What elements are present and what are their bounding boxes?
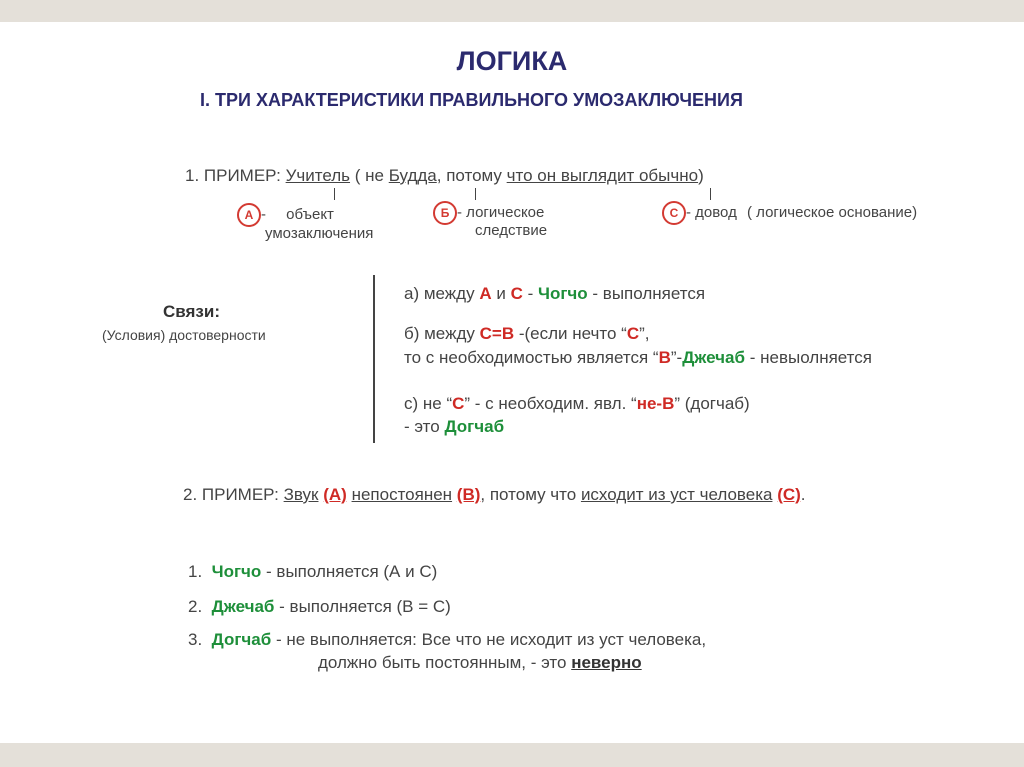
list-item-number: 2. bbox=[188, 597, 203, 616]
label-a-line2: умозаключения bbox=[265, 225, 374, 242]
label-c-badge: С bbox=[662, 201, 686, 225]
condition-a-term: Чогчо bbox=[538, 284, 588, 303]
example-2-c: (С) bbox=[777, 485, 801, 504]
condition-c-term: Догчаб bbox=[444, 417, 505, 436]
list-item bbox=[188, 630, 706, 650]
bottom-frame bbox=[0, 743, 1024, 767]
list-item-term: Догчаб bbox=[211, 630, 272, 649]
list-item-line2: должно быть постоянным, - это bbox=[318, 653, 567, 672]
label-c bbox=[662, 201, 917, 225]
example-2-subject: Звук bbox=[283, 485, 319, 504]
list-item-term: Чогчо bbox=[211, 562, 262, 581]
connector-a bbox=[334, 188, 335, 200]
condition-b-text2: ”, bbox=[639, 324, 650, 343]
condition-b-letter-c: С bbox=[626, 324, 640, 343]
example-1-predicate: Будда bbox=[388, 166, 437, 185]
condition-c-letter-c: С bbox=[452, 394, 465, 413]
example-1-prefix: 1. ПРИМЕР: bbox=[185, 166, 281, 185]
label-b-dash: - bbox=[457, 203, 462, 221]
label-c-note: ( логическое основание) bbox=[747, 203, 918, 221]
example-1-because: , потому bbox=[436, 166, 502, 185]
list-item-continuation bbox=[318, 653, 642, 673]
condition-c-text1: с) не “ bbox=[404, 394, 453, 413]
example-1-not: ( не bbox=[354, 166, 384, 185]
condition-a bbox=[404, 284, 705, 304]
example-1-close: ) bbox=[698, 166, 704, 185]
vertical-divider bbox=[373, 275, 375, 443]
condition-c-text2: ” - с необходим. явл. “ bbox=[464, 394, 637, 413]
list-item bbox=[188, 597, 451, 617]
list-item-text: - выполняется (В = С) bbox=[279, 597, 451, 616]
slide bbox=[0, 22, 1024, 743]
label-b-line1: логическое bbox=[466, 203, 545, 221]
page-subtitle: I. ТРИ ХАРАКТЕРИСТИКИ ПРАВИЛЬНОГО УМОЗАКЛЮЧЕНИЯ bbox=[200, 90, 743, 110]
list-item-number: 3. bbox=[188, 630, 203, 649]
example-2-b: (В) bbox=[456, 485, 481, 504]
example-2-a: (А) bbox=[323, 485, 347, 504]
example-2-prefix: 2. ПРИМЕР: bbox=[183, 485, 279, 504]
condition-b-line2 bbox=[404, 348, 872, 368]
connector-b bbox=[475, 188, 476, 200]
condition-a-letter-a: А bbox=[479, 284, 492, 303]
list-item-text: - не выполняется: Все что не исходит из уст человека, bbox=[275, 630, 707, 649]
example-1-line bbox=[185, 166, 704, 186]
label-a bbox=[237, 203, 334, 227]
list-item bbox=[188, 562, 437, 582]
condition-a-and: и bbox=[496, 284, 506, 303]
example-2-predicate: непостоянен bbox=[351, 485, 453, 504]
condition-b-term: Джечаб bbox=[682, 348, 745, 367]
list-item-text: - выполняется (А и С) bbox=[266, 562, 438, 581]
example-2-line bbox=[183, 485, 806, 505]
condition-a-letter-c: С bbox=[510, 284, 523, 303]
list-item-term: Джечаб bbox=[211, 597, 275, 616]
condition-b-line2-a: то с необходимостью является “ bbox=[404, 348, 659, 367]
condition-c-not: не- bbox=[636, 394, 663, 413]
label-b-badge: Б bbox=[433, 201, 457, 225]
condition-c-line1 bbox=[404, 394, 750, 414]
example-2-end: . bbox=[800, 485, 806, 504]
condition-a-dash: - bbox=[527, 284, 534, 303]
condition-b-line1 bbox=[404, 324, 650, 344]
condition-b-eq: С=В bbox=[479, 324, 515, 343]
example-1-reason: что он выглядит обычно bbox=[506, 166, 699, 185]
condition-c-text3: ” (догчаб) bbox=[674, 394, 750, 413]
links-subheading: (Условия) достоверности bbox=[102, 327, 266, 343]
condition-b-prefix: б) между bbox=[404, 324, 475, 343]
condition-b-letter-b: В bbox=[658, 348, 671, 367]
condition-c-line2 bbox=[404, 417, 504, 437]
label-a-dash: - bbox=[261, 205, 266, 223]
condition-a-rest: - выполняется bbox=[592, 284, 706, 303]
list-item-number: 1. bbox=[188, 562, 203, 581]
condition-a-prefix: а) между bbox=[404, 284, 475, 303]
label-c-dash: - довод bbox=[686, 203, 737, 221]
condition-b-line2-c: - невыолняется bbox=[749, 348, 872, 367]
page-title: ЛОГИКА bbox=[456, 46, 568, 76]
example-1-subject: Учитель bbox=[285, 166, 351, 185]
condition-b-line2-b: ”- bbox=[670, 348, 683, 367]
label-a-line1: объект bbox=[286, 205, 334, 223]
example-2-because: , потому что bbox=[480, 485, 577, 504]
links-heading: Связи: bbox=[163, 302, 220, 321]
connector-c bbox=[710, 188, 711, 200]
condition-c-line2-a: - это bbox=[404, 417, 440, 436]
list-item-emphasis: неверно bbox=[571, 653, 642, 672]
condition-c-letter-b: В bbox=[662, 394, 675, 413]
condition-b-text1: -(если нечто “ bbox=[518, 324, 627, 343]
label-a-badge: А bbox=[237, 203, 261, 227]
label-b-line2: следствие bbox=[475, 222, 548, 239]
example-2-reason: исходит из уст человека bbox=[580, 485, 773, 504]
